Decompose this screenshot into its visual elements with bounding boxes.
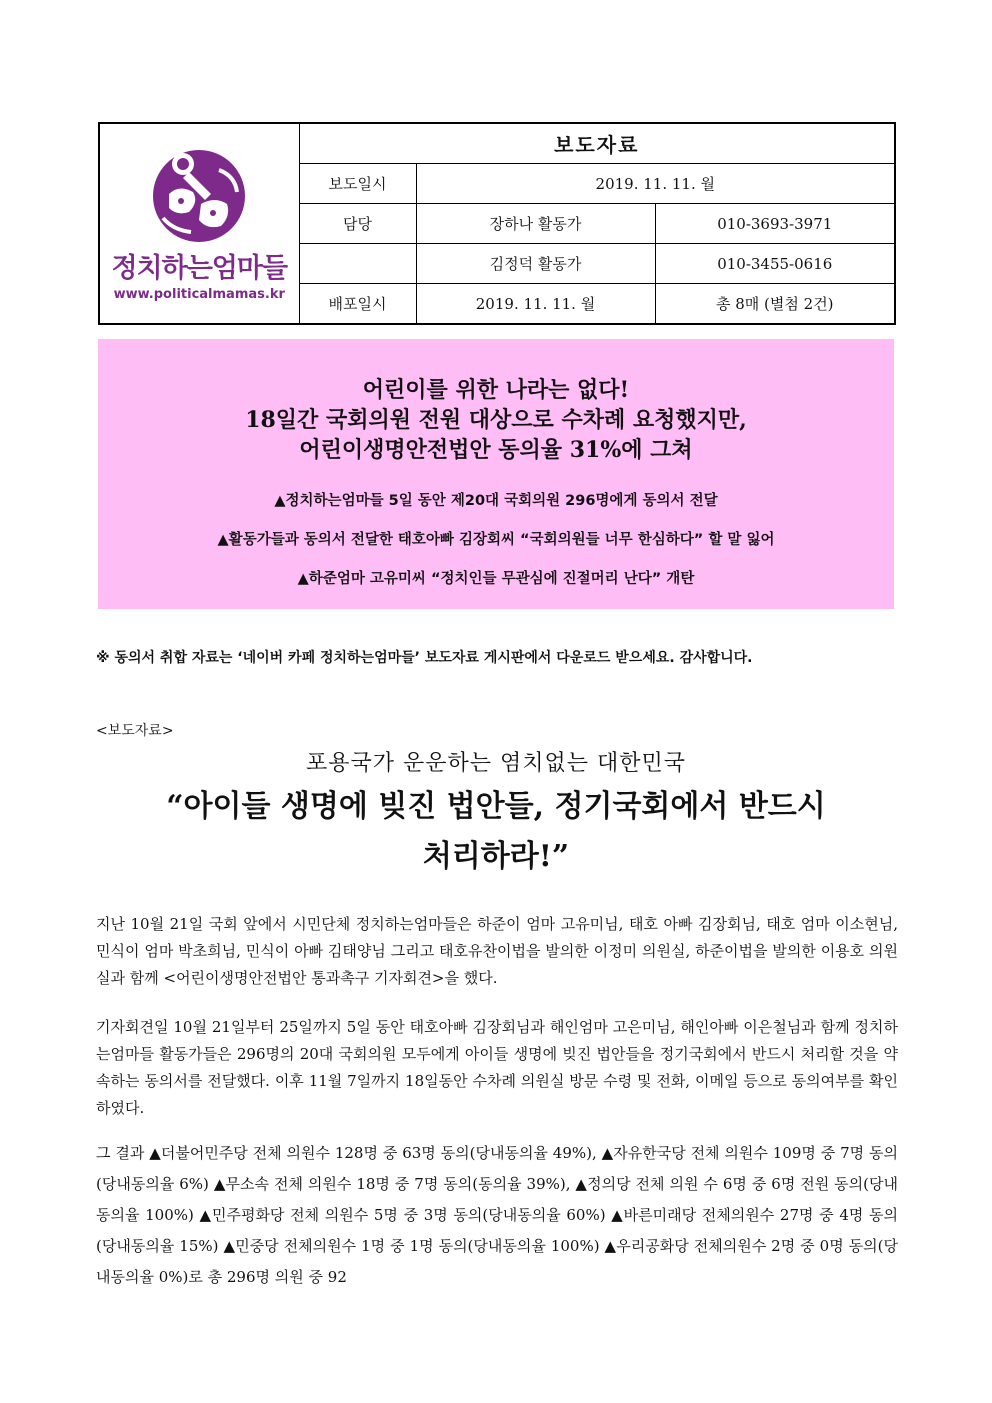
- contact-name-2: 김정덕 활동가: [416, 244, 655, 284]
- headline-line-1: 어린이를 위한 나라는 없다!: [362, 377, 630, 403]
- release-date-value: 2019. 11. 11. 월: [416, 164, 895, 204]
- download-notice: ※ 동의서 취합 자료는 ‘네이버 카페 정치하는엄마들’ 보도자료 게시판에서 다운로드 받으세요. 감사합니다.: [96, 650, 753, 666]
- highlight-headline: [98, 375, 894, 465]
- contact-name-1: 장하나 활동가: [416, 204, 655, 244]
- title-line-1: “아이들 생명에 빚진 법안들, 정기국회에서 반드시: [166, 789, 826, 824]
- press-release-header-table: [98, 122, 896, 325]
- headline-line-3: 어린이생명안전법안 동의율 31%에 그쳐: [299, 437, 693, 463]
- political-mamas-logo-icon: [139, 146, 259, 242]
- logo-url: www.politicalmamas.kr: [113, 286, 285, 302]
- contact-phone-2: 010-3455-0616: [655, 244, 895, 284]
- logo-text: 정치하는엄마들: [111, 252, 288, 284]
- header-title: 보도자료: [299, 123, 895, 164]
- contact-phone-1: 010-3693-3971: [655, 204, 895, 244]
- distribution-date-value: 2019. 11. 11. 월: [416, 284, 655, 325]
- distribution-date-label: 배포일시: [299, 284, 416, 325]
- contact-label: 담당: [299, 204, 416, 244]
- paragraph-2: 기자회견일 10월 21일부터 25일까지 5일 동안 태호아빠 김장회님과 해인엄마 고은미님, 해인아빠 이은철님과 함께 정치하는엄마들 활동가들은 296명의 20대 국회의원 모두에게 아이들 생명에 빚진 법안들을 정기국회에서 반드시 처리할 것을 약속하는 동의서를 전달했다. 이후 11월 7일까지 18일동안 수차례 의원실 방문 수령 및 전화, 이메일 등으로 동의여부를 확인하였다.: [96, 1018, 898, 1117]
- headline-line-2: 18일간 국회의원 전원 대상으로 수차례 요청했지만,: [245, 407, 747, 433]
- release-label: <보도자료>: [96, 723, 174, 739]
- article-subtitle: 포용국가 운운하는 염치없는 대한민국: [305, 751, 686, 776]
- highlight-bullet-2: ▲활동가들과 동의서 전달한 태호아빠 김장회씨 “국회의원들 너무 한심하다” 할 말 잃어: [217, 532, 775, 548]
- release-date-label: 보도일시: [299, 164, 416, 204]
- highlight-bullet-3: ▲하준엄마 고유미씨 “정치인들 무관심에 진절머리 난다” 개탄: [297, 571, 695, 587]
- paragraph-3: 그 결과 ▲더불어민주당 전체 의원수 128명 중 63명 동의(당내동의율 49%), ▲자유한국당 전체 의원수 109명 중 7명 동의(당내동의율 6%) ▲무소속 전체 의원수 18명 중 7명 동의(동의율 39%), ▲정의당 전체 의원 수 6명 중 6명 전원 동의(당내동의율 100%) ▲민주평화당 전체 의원수 5명 중 3명 동의(당내동의율 60%) ▲바른미래당 전체의원수 27명 중 4명 동의(당내동의율 15%) ▲민중당 전체의원수 1명 중 1명 동의(당내동의율 100%) ▲우리공화당 전체의원수 2명 중 0명 동의(당내동의율 0%)로 총 296명 의원 중 92: [96, 1144, 898, 1286]
- page-count: 총 8매 (별첨 2건): [655, 284, 895, 325]
- paragraph-1: 지난 10월 21일 국회 앞에서 시민단체 정치하는엄마들은 하준이 엄마 고유미님, 태호 아빠 김장회님, 태호 엄마 이소현님, 민식이 엄마 박초희님, 민식이 아빠 김태양님 그리고 태호유찬이법을 발의한 이정미 의원실, 하준이법을 발의한 이용호 의원실과 함께 <어린이생명안전법안 통과촉구 기자회견>을 했다.: [96, 915, 898, 987]
- highlight-box: [98, 339, 894, 609]
- logo-cell: [99, 123, 299, 324]
- logo: [100, 146, 299, 302]
- article-title: [0, 782, 992, 882]
- title-line-2: 처리하라!”: [422, 839, 570, 874]
- highlight-bullet-1: ▲정치하는엄마들 5일 동안 제20대 국회의원 296명에게 동의서 전달: [274, 493, 718, 509]
- contact-label-empty: [299, 244, 416, 284]
